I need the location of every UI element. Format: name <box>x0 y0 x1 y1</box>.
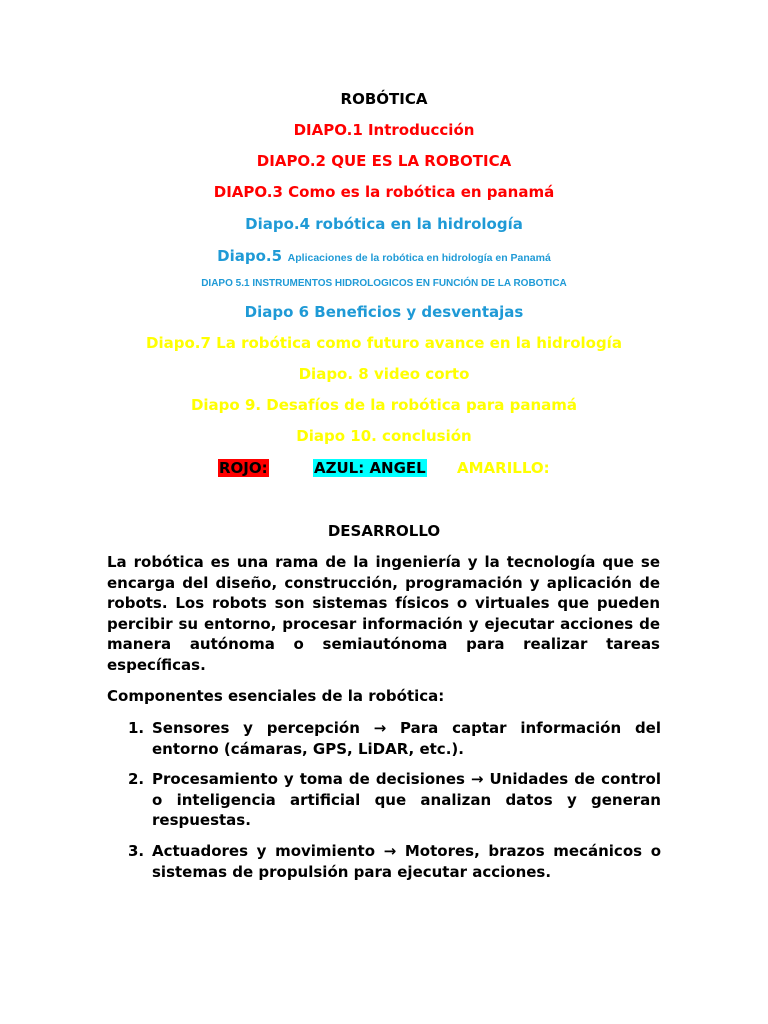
list-item <box>128 718 661 759</box>
index-item-diapo-5-subtitle: Aplicaciones de la robótica en hidrología en Panamá <box>287 252 551 264</box>
list-item <box>128 841 661 882</box>
index-item-diapo-2: DIAPO.2 QUE ES LA ROBOTICA <box>256 152 512 170</box>
components-heading: Componentes esenciales de la robótica: <box>107 687 445 705</box>
list-item-text: Actuadores y movimiento → Motores, brazos mecánicos o sistemas de propulsión para ejecutar acciones. <box>152 841 661 881</box>
list-item-number: 1. <box>128 719 145 737</box>
components-list <box>128 718 661 882</box>
index-item-diapo-9: Diapo 9. Desafíos de la robótica para panamá <box>190 396 578 414</box>
team-yellow-label: AMARILLO: <box>457 459 550 477</box>
list-item-number: 3. <box>128 841 145 860</box>
index-item-diapo-3: DIAPO.3 Como es la robótica en panamá <box>213 183 555 201</box>
list-item-text: Sensores y percepción → Para captar información del entorno (cámaras, GPS, LiDAR, etc.). <box>152 719 661 758</box>
team-assignment-row <box>0 459 768 479</box>
index-item-diapo-6: Diapo 6 Beneficios y desventajas <box>244 303 524 321</box>
index-item-diapo-7: Diapo.7 La robótica como futuro avance en la hidrología <box>146 334 622 352</box>
index-item-diapo-5-1: DIAPO 5.1 INSTRUMENTOS HIDROLOGICOS EN FUNCIÓN DE LA ROBOTICA <box>201 278 567 289</box>
index-item-diapo-4: Diapo.4 robótica en la hidrología <box>245 215 523 233</box>
list-item-text: Procesamiento y toma de decisiones → Unidades de control o inteligencia artificial que analizan datos y generan respuestas. <box>152 770 661 830</box>
list-item-number: 2. <box>128 770 145 789</box>
team-red-label: ROJO: <box>219 459 268 477</box>
section-title: DESARROLLO <box>327 522 441 540</box>
index-item-diapo-10: Diapo 10. conclusión <box>296 427 472 445</box>
index-item-diapo-5-main: Diapo.5 <box>217 247 283 265</box>
index-item-diapo-1: DIAPO.1 Introducción <box>293 121 475 139</box>
intro-paragraph: La robótica es una rama de la ingeniería y la tecnología que se encarga del diseño, construcción, programación y aplicación de robots. Los robots son sistemas físicos o virtuales que pueden percibir su entorno, procesar información y ejecutar acciones de manera autónoma o semiautónoma para realizar tareas específicas. <box>107 553 660 674</box>
list-item <box>128 769 661 831</box>
index-item-diapo-5 <box>0 246 768 265</box>
document-title: ROBÓTICA <box>340 90 428 108</box>
index-item-diapo-8: Diapo. 8 video corto <box>298 365 470 383</box>
team-blue-label: AZUL: ANGEL <box>314 459 426 477</box>
